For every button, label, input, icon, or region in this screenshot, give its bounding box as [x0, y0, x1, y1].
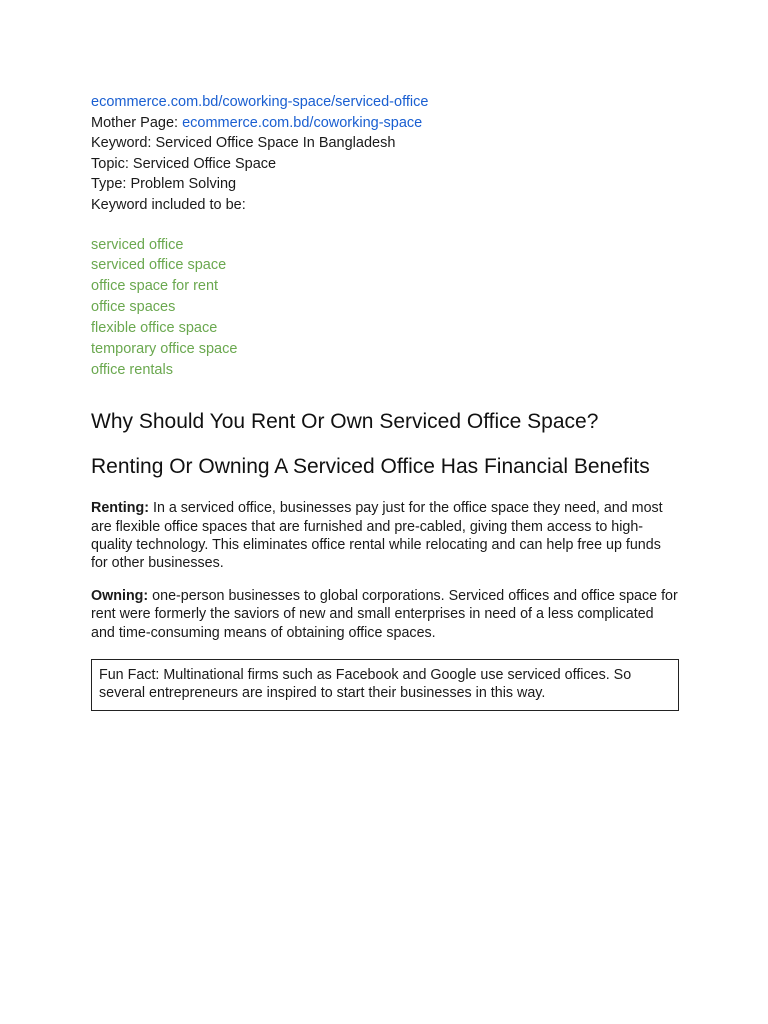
topic-line: Topic: Serviced Office Space — [91, 155, 277, 172]
owning-label: Owning: — [91, 588, 149, 605]
keyword-item: flexible office space — [91, 320, 218, 337]
owning-paragraph — [91, 587, 679, 642]
fun-fact-box: Fun Fact: Multinational firms such as Facebook and Google use serviced offices. So several entrepreneurs are inspired to start their businesses in this way. — [91, 659, 679, 711]
keywords-intro: Keyword included to be: — [91, 196, 246, 213]
renting-text: In a serviced office, businesses pay just for the office space they need, and most are flexible office spaces that are furnished and pre-cabled, giving them access to high-quality technology. This eliminates office rental while relocating and can help free up funds for other businesses. — [91, 500, 663, 572]
keyword-item: serviced office — [91, 236, 184, 253]
keyword-list — [91, 235, 679, 381]
page-url-link[interactable]: ecommerce.com.bd/coworking-space/serviced-office — [91, 94, 429, 110]
keyword-item: serviced office space — [91, 257, 227, 274]
mother-page-label: Mother Page: — [91, 114, 179, 131]
keyword-item: office space for rent — [91, 278, 219, 295]
mother-page-link[interactable]: ecommerce.com.bd/coworking-space — [182, 114, 423, 131]
renting-label: Renting: — [91, 500, 149, 517]
keyword-line: Keyword: Serviced Office Space In Bangladesh — [91, 135, 396, 152]
keyword-item: office spaces — [91, 299, 176, 316]
article-subtitle: Renting Or Owning A Serviced Office Has Financial Benefits — [91, 454, 650, 478]
url-line — [91, 92, 679, 113]
mother-page-line — [91, 113, 679, 134]
keyword-item: temporary office space — [91, 341, 238, 358]
type-line: Type: Problem Solving — [91, 176, 237, 193]
renting-paragraph — [91, 499, 679, 572]
article-title: Why Should You Rent Or Own Serviced Office Space? — [91, 409, 599, 433]
owning-text: one-person businesses to global corporations. Serviced offices and office space for rent were formerly the saviors of new and small enterprises in need of a less complicated and time-consuming means of obtaining office spaces. — [91, 588, 678, 641]
document-page — [91, 92, 679, 711]
keyword-item: office rentals — [91, 362, 173, 378]
